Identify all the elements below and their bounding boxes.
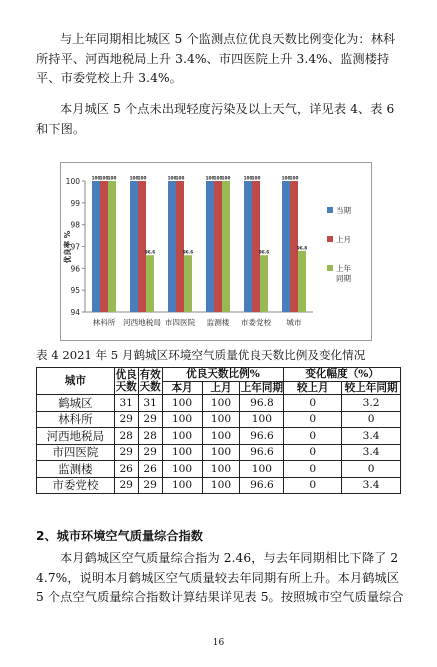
bar-data-label: 100: [91, 175, 101, 181]
table-cell: 31: [114, 395, 138, 412]
table-cell: 100: [202, 395, 240, 412]
table-row: [37, 444, 401, 461]
bar-current: [244, 181, 252, 312]
bar-data-label: 100: [281, 175, 291, 181]
table-cell: 96.6: [240, 477, 284, 494]
bar-data-label: 100: [137, 175, 147, 181]
table-cell: 29: [138, 444, 162, 461]
good-days-chart: [60, 162, 372, 341]
bar-last-year: [108, 181, 116, 312]
x-tick-label: 河西地税局: [123, 318, 161, 327]
table-cell: 26: [138, 461, 162, 478]
chart-canvas: [61, 163, 371, 340]
bar-last-month: [100, 181, 108, 312]
table-cell: 0: [284, 395, 342, 412]
bar-current: [130, 181, 138, 312]
bar-data-label: 96.6: [144, 249, 156, 255]
table-cell: 29: [114, 444, 138, 461]
bar-last-year: [298, 251, 306, 312]
legend-label: 上年同期: [336, 264, 351, 283]
table-cell: 28: [114, 428, 138, 445]
section-heading: 2、城市环境空气质量综合指数: [36, 529, 203, 543]
table-cell: 100: [240, 461, 284, 478]
table-row: [37, 428, 401, 445]
header-good-days: 优良天数: [115, 368, 137, 393]
table-row: [37, 477, 401, 494]
table-cell: 0: [284, 444, 342, 461]
table-cell: 31: [138, 395, 162, 412]
bar-data-label: 96.8: [296, 245, 308, 251]
table-cell: 0: [342, 411, 401, 428]
table-row: [37, 461, 401, 478]
cell-city: 林科所: [37, 411, 115, 428]
table-cell: 0: [284, 428, 342, 445]
legend-label: 上月: [336, 235, 351, 244]
table-cell: 100: [202, 444, 240, 461]
bar-data-label: 100: [167, 175, 177, 181]
bar-last-month: [214, 181, 222, 312]
legend-swatch: [327, 265, 333, 271]
table-cell: 100: [162, 395, 202, 412]
header-last-month: 上月: [202, 381, 240, 395]
table-cell: 100: [162, 411, 202, 428]
header-vs-last-month: 较上月: [284, 381, 342, 395]
header-change-group: 变化幅度（%）: [284, 368, 401, 382]
legend-swatch: [327, 207, 333, 213]
table-cell: 29: [114, 411, 138, 428]
bar-data-label: 100: [99, 175, 109, 181]
table-cell: 100: [202, 411, 240, 428]
header-this-month: 本月: [162, 381, 202, 395]
table-cell: 26: [114, 461, 138, 478]
table-row: [37, 411, 401, 428]
table-cell: 100: [162, 461, 202, 478]
table-cell: 0: [284, 477, 342, 494]
table-cell: 29: [114, 477, 138, 494]
table-caption: 表 4 2021 年 5 月鹤城区环境空气质量优良天数比例及变化情况: [36, 348, 366, 362]
table-cell: 28: [138, 428, 162, 445]
x-tick-label: 城市: [286, 318, 302, 327]
x-tick-label: 林科所: [92, 318, 116, 327]
table-cell: 100: [162, 444, 202, 461]
x-tick-label: 监测楼: [206, 318, 230, 327]
bar-data-label: 100: [205, 175, 215, 181]
y-tick-label: 96: [70, 264, 80, 274]
cell-city: 监测楼: [37, 461, 115, 478]
y-tick-label: 98: [70, 220, 80, 230]
bar-current: [92, 181, 100, 312]
bar-last-month: [138, 181, 146, 312]
header-vs-last-year: 较上年同期: [342, 381, 401, 395]
bar-data-label: 100: [243, 175, 253, 181]
cell-city: 鹤城区: [37, 395, 115, 412]
bar-last-month: [252, 181, 260, 312]
table-cell: 96.6: [240, 444, 284, 461]
table-cell: 3.4: [342, 428, 401, 445]
x-tick-label: 市委党校: [240, 318, 272, 327]
table-cell: 0: [342, 461, 401, 478]
bar-current: [282, 181, 290, 312]
bar-current: [168, 181, 176, 312]
bar-last-year: [222, 181, 230, 312]
table-body: [37, 395, 401, 494]
cell-city: 河西地税局: [37, 428, 115, 445]
y-tick-label: 95: [70, 286, 80, 296]
legend-swatch: [327, 236, 333, 242]
table-cell: 100: [202, 477, 240, 494]
table-cell: 96.8: [240, 395, 284, 412]
table-row: [37, 395, 401, 412]
table-cell: 29: [138, 411, 162, 428]
y-tick-label: 100: [65, 177, 80, 186]
y-tick-label: 97: [70, 242, 80, 252]
table-cell: 0: [284, 411, 342, 428]
y-axis-label: 优良率 %: [63, 230, 72, 264]
table-cell: 100: [162, 428, 202, 445]
bar-data-label: 100: [175, 175, 185, 181]
cell-city: 市四医院: [37, 444, 115, 461]
bar-data-label: 100: [251, 175, 261, 181]
table-cell: 3.4: [342, 444, 401, 461]
bar-data-label: 100: [289, 175, 299, 181]
air-quality-table: [36, 367, 401, 494]
page-number: 16: [212, 638, 225, 648]
paragraph-no-pollution: 本月城区 5 个点未出现轻度污染及以上天气，详见表 4、表 6 和下图。: [36, 102, 395, 136]
bar-data-label: 100: [129, 175, 139, 181]
table-cell: 3.4: [342, 477, 401, 494]
table-cell: 100: [202, 428, 240, 445]
y-tick-label: 94: [70, 308, 80, 317]
paragraph-composite-index: 本月鹤城区空气质量综合指为 2.46，与去年同期相比下降了 24.7%，说明本月鹤城区空气质量较去年同期有所上升。本月鹤城区 5 个点空气质量综合指数计算结果详见表 5。按照城市空气质量综合: [36, 551, 404, 604]
legend-label: 当期: [336, 206, 351, 215]
bar-data-label: 100: [221, 175, 231, 181]
table-cell: 96.6: [240, 428, 284, 445]
cell-city: 市委党校: [37, 477, 115, 494]
bar-last-year: [260, 255, 268, 312]
bar-data-label: 96.6: [182, 249, 194, 255]
paragraph-ratio-change: 与上年同期相比城区 5 个监测点位优良天数比例变化为：林科所持平、河西地税局上升 3.4%、市四医院上升 3.4%、监测楼持平、市委党校上升 3.4%。: [36, 32, 396, 85]
y-tick-label: 99: [70, 198, 80, 208]
bar-data-label: 100: [107, 175, 117, 181]
table-cell: 29: [138, 477, 162, 494]
bar-data-label: 100: [213, 175, 223, 181]
bar-current: [206, 181, 214, 312]
table-cell: 100: [162, 477, 202, 494]
table-cell: 100: [202, 461, 240, 478]
table-cell: 100: [240, 411, 284, 428]
table-cell: 3.2: [342, 395, 401, 412]
header-ratio-group: 优良天数比例%: [162, 368, 284, 382]
bar-data-label: 96.6: [258, 249, 270, 255]
header-last-year: 上年同期: [240, 381, 284, 394]
table-cell: 0: [284, 461, 342, 478]
bar-last-month: [176, 181, 184, 312]
bar-last-year: [184, 255, 192, 312]
header-valid-days: 有效天数: [139, 368, 161, 393]
bar-last-year: [146, 255, 154, 312]
x-tick-label: 市四医院: [164, 318, 196, 327]
header-city: 城市: [37, 368, 115, 395]
